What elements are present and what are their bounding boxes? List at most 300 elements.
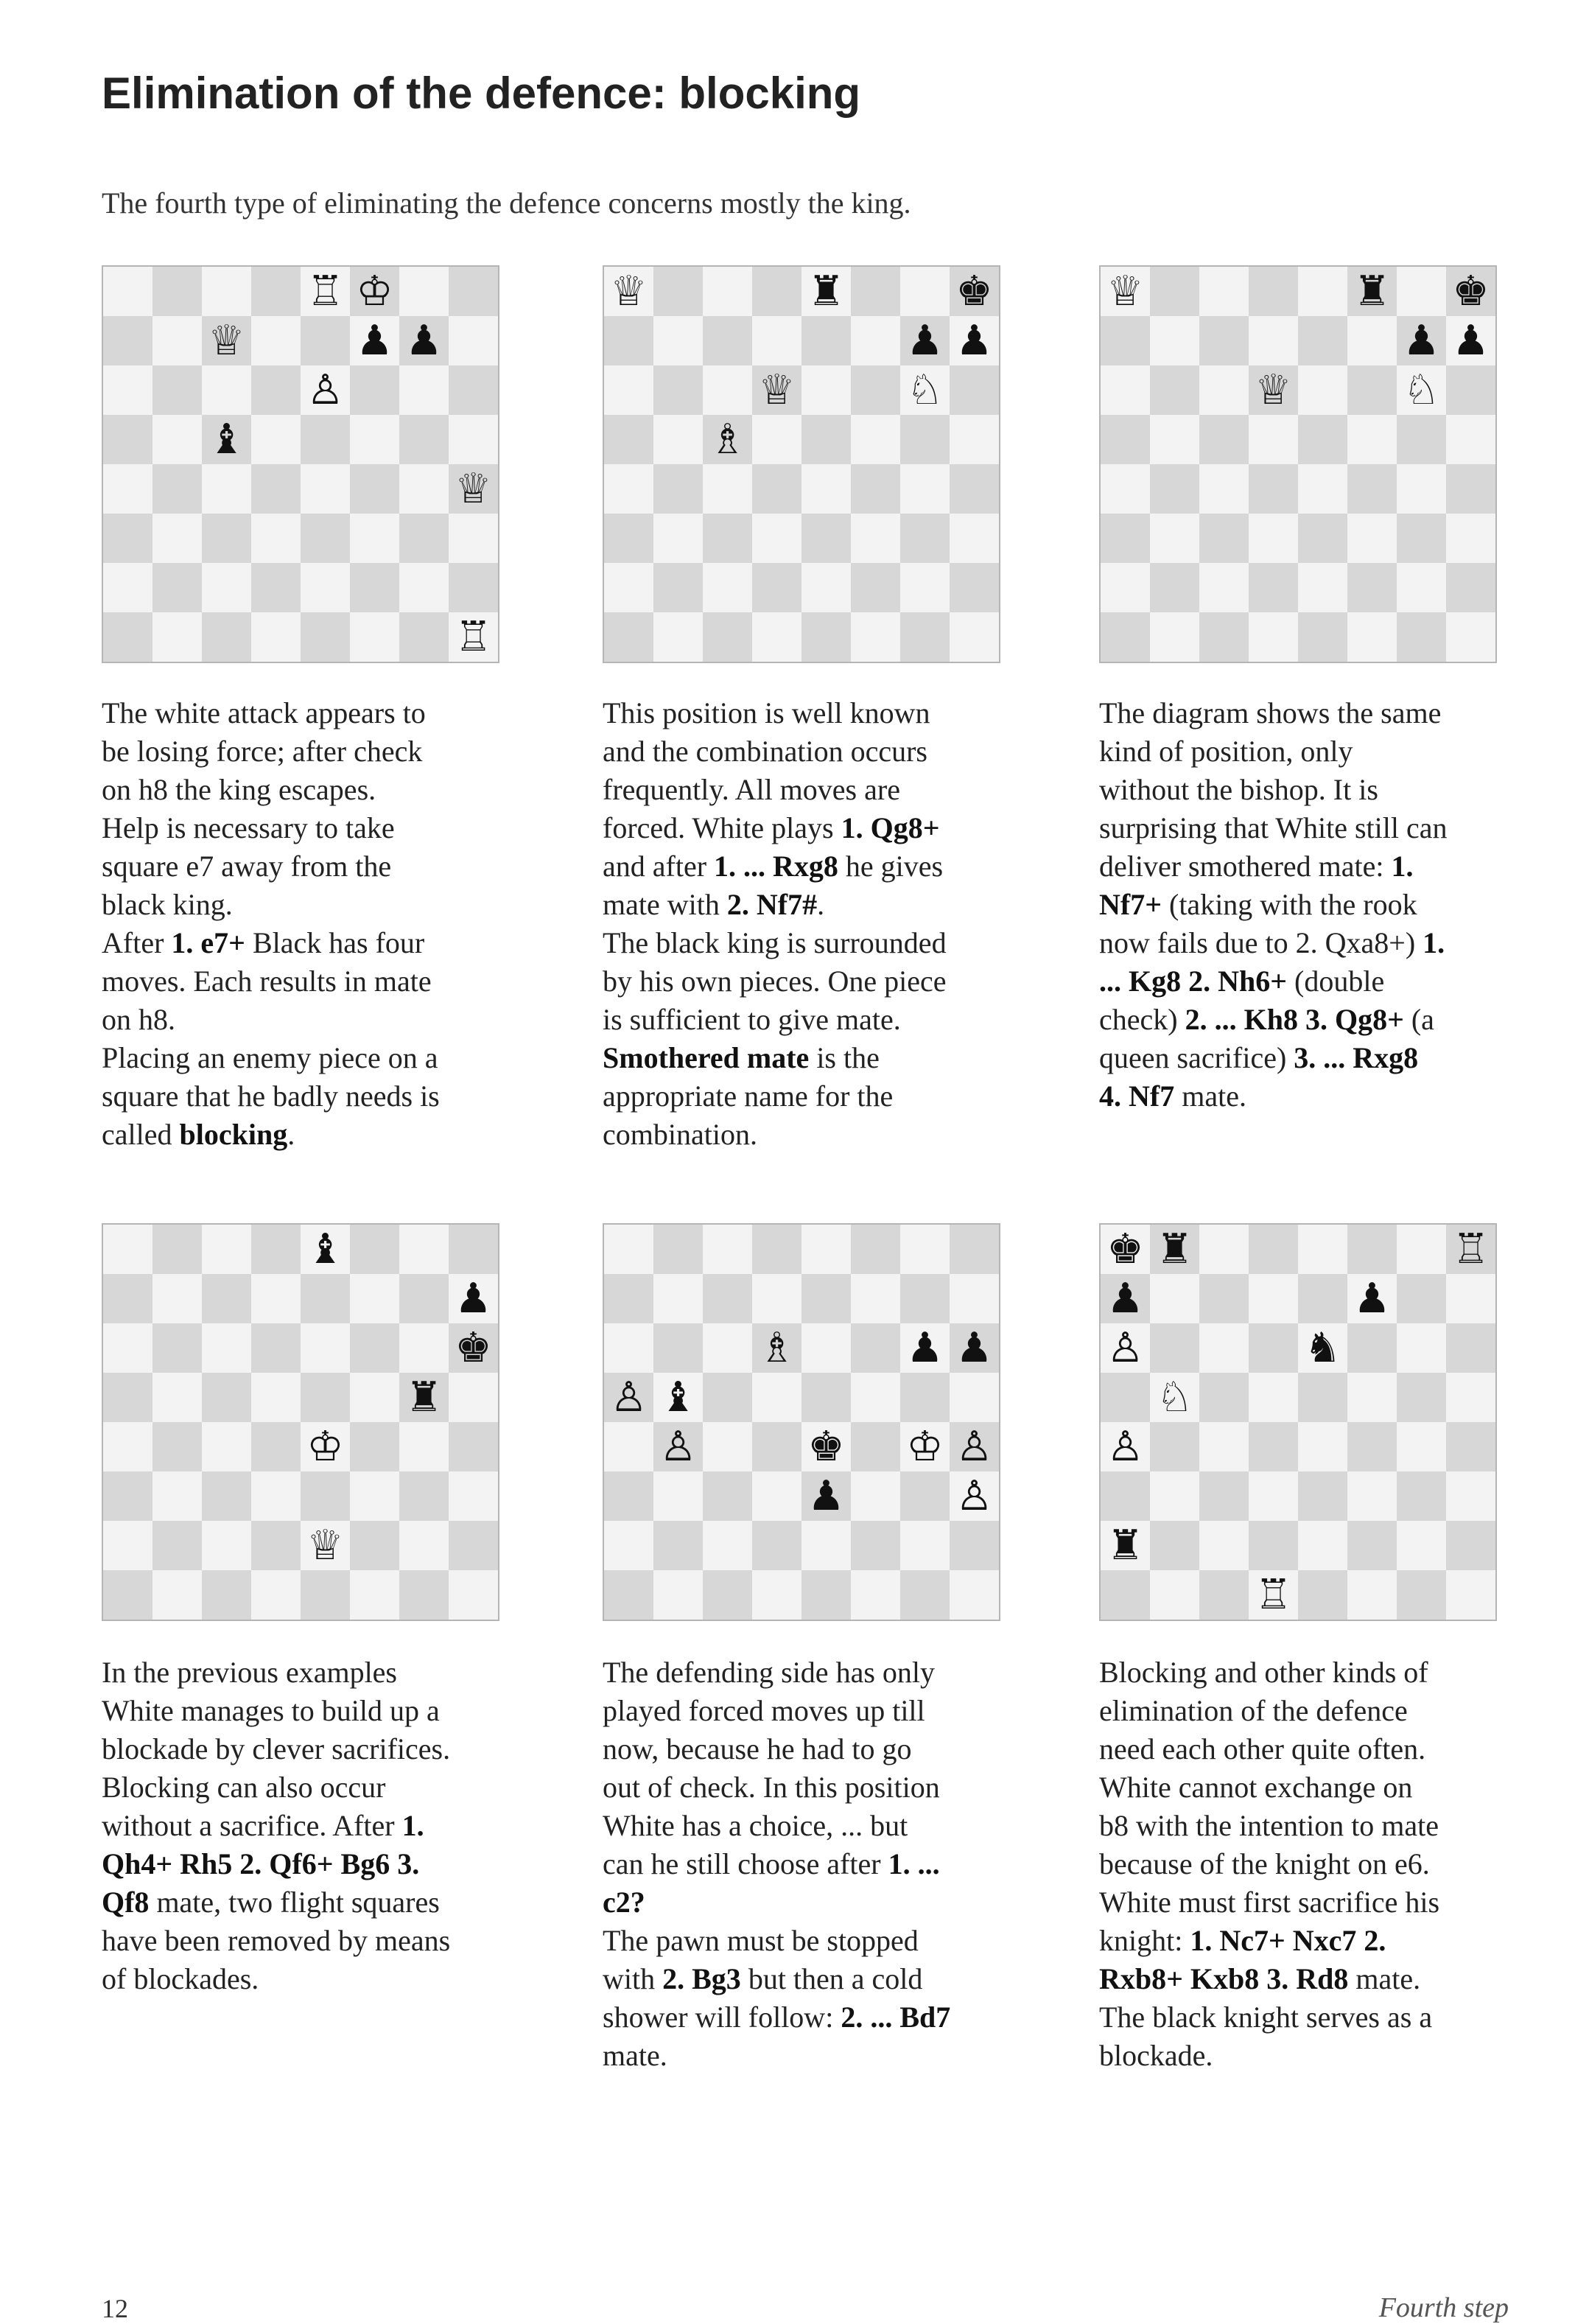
board-square xyxy=(449,1471,498,1521)
board-square xyxy=(152,612,202,662)
board-square xyxy=(350,612,399,662)
caption-text: Black has four xyxy=(245,926,425,959)
board-square xyxy=(950,1373,999,1422)
board-square xyxy=(1199,1323,1249,1373)
board-square xyxy=(703,316,752,365)
board-square xyxy=(851,1422,900,1471)
caption-line xyxy=(603,809,1015,847)
board-square xyxy=(1397,514,1446,563)
board-square xyxy=(950,415,999,464)
caption-text: queen sacrifice) xyxy=(1099,1041,1294,1074)
white-queen-icon: ♕ xyxy=(208,317,245,365)
caption-text: have been removed by means xyxy=(102,1924,451,1957)
board-square xyxy=(1199,316,1249,365)
board-square xyxy=(1150,267,1199,316)
black-pawn-icon: ♟ xyxy=(906,1324,944,1372)
board-square xyxy=(801,316,851,365)
move-notation: blocking xyxy=(179,1118,288,1151)
board-square xyxy=(1101,612,1150,662)
board-square xyxy=(202,1471,251,1521)
caption-text: . xyxy=(287,1118,295,1151)
caption-line xyxy=(102,886,514,924)
board-square xyxy=(152,464,202,514)
caption-text: knight: xyxy=(1099,1924,1190,1957)
white-king-icon: ♔ xyxy=(306,1423,344,1471)
board-square xyxy=(851,415,900,464)
caption-text: and after xyxy=(603,850,715,883)
caption-text: mate, two flight squares xyxy=(149,1886,440,1919)
board-square xyxy=(604,316,653,365)
board-square xyxy=(801,1373,851,1422)
caption-text: b8 with the intention to mate xyxy=(1099,1809,1439,1842)
board-square xyxy=(1446,365,1495,415)
board-square xyxy=(752,563,801,612)
board-square xyxy=(1199,1521,1249,1570)
caption-line xyxy=(102,1692,514,1730)
board-square xyxy=(1101,365,1150,415)
board-square xyxy=(1446,1274,1495,1323)
board-square xyxy=(950,1521,999,1570)
board-square xyxy=(703,1422,752,1471)
board-square xyxy=(801,1323,851,1373)
board-square xyxy=(399,464,449,514)
board-square xyxy=(350,563,399,612)
black-bishop-icon: ♝ xyxy=(306,1225,344,1273)
board-square xyxy=(202,1521,251,1570)
board-square xyxy=(399,267,449,316)
caption-text: out of check. In this position xyxy=(603,1771,940,1804)
caption-line xyxy=(1099,1960,1512,1998)
caption-text: is the xyxy=(809,1041,880,1074)
board-square xyxy=(900,1373,950,1422)
move-notation: 1. ... xyxy=(888,1847,940,1880)
move-notation: c2? xyxy=(603,1886,645,1919)
board-square xyxy=(152,267,202,316)
board-square xyxy=(103,464,152,514)
black-rook-icon: ♜ xyxy=(405,1373,443,1421)
board-square xyxy=(752,1422,801,1471)
caption-line xyxy=(603,694,1015,732)
black-king-icon: ♚ xyxy=(955,267,993,315)
board-square xyxy=(103,1521,152,1570)
caption-text: with xyxy=(603,1962,663,1995)
board-square xyxy=(1150,1570,1199,1620)
board-square xyxy=(103,1422,152,1471)
board-square xyxy=(449,1225,498,1274)
board-square xyxy=(950,464,999,514)
board-square xyxy=(449,1521,498,1570)
board-square xyxy=(449,514,498,563)
board-square xyxy=(1199,1570,1249,1620)
white-pawn-icon: ♙ xyxy=(1106,1324,1144,1372)
board-square xyxy=(604,365,653,415)
caption-text: deliver smothered mate: xyxy=(1099,850,1392,883)
move-notation: ... Kg8 2. Nh6+ xyxy=(1099,965,1288,998)
black-pawn-icon: ♟ xyxy=(356,317,393,365)
board-square xyxy=(752,1274,801,1323)
caption-line xyxy=(1099,771,1512,809)
board-square xyxy=(1298,563,1347,612)
caption-line xyxy=(603,2037,1015,2075)
board-square xyxy=(1101,1471,1150,1521)
intro-text: The fourth type of eliminating the defence concerns mostly the king. xyxy=(102,186,911,220)
board-square xyxy=(152,1570,202,1620)
black-king-icon: ♚ xyxy=(807,1423,845,1471)
caption-line xyxy=(603,1807,1015,1845)
caption-line xyxy=(1099,1922,1512,1960)
board-square xyxy=(703,464,752,514)
board-square xyxy=(301,612,350,662)
board-square xyxy=(152,316,202,365)
board-square xyxy=(449,1422,498,1471)
black-rook-icon: ♜ xyxy=(1156,1225,1193,1273)
board-square xyxy=(301,464,350,514)
board-square xyxy=(103,1274,152,1323)
board-square xyxy=(449,267,498,316)
caption-line xyxy=(102,924,514,962)
board-square xyxy=(1249,563,1298,612)
board-square xyxy=(350,415,399,464)
board-square xyxy=(1249,267,1298,316)
board-square xyxy=(1249,1274,1298,1323)
board-square xyxy=(202,1570,251,1620)
board-square xyxy=(399,514,449,563)
board-square xyxy=(1150,415,1199,464)
board-square xyxy=(301,1471,350,1521)
move-notation: Qf8 xyxy=(102,1886,150,1919)
board-square xyxy=(350,1274,399,1323)
black-pawn-icon: ♟ xyxy=(455,1275,492,1323)
black-king-icon: ♚ xyxy=(1452,267,1490,315)
board-square xyxy=(900,514,950,563)
board-square xyxy=(152,365,202,415)
board-square xyxy=(653,1471,703,1521)
white-bishop-icon: ♗ xyxy=(709,416,746,463)
board-square xyxy=(703,1373,752,1422)
caption-line xyxy=(603,886,1015,924)
board-square xyxy=(1397,1225,1446,1274)
board-square xyxy=(851,1373,900,1422)
white-pawn-icon: ♙ xyxy=(659,1423,697,1471)
black-pawn-icon: ♟ xyxy=(955,317,993,365)
caption-text: The black knight serves as a xyxy=(1099,2001,1433,2034)
caption-line xyxy=(603,1730,1015,1768)
black-rook-icon: ♜ xyxy=(807,267,845,315)
board-square xyxy=(851,464,900,514)
board-square xyxy=(851,563,900,612)
board-square xyxy=(801,365,851,415)
board-square xyxy=(1298,1570,1347,1620)
caption-text: White cannot exchange on xyxy=(1099,1771,1413,1804)
caption-line xyxy=(1099,1807,1512,1845)
board-square xyxy=(1249,1521,1298,1570)
board-square xyxy=(1101,1570,1150,1620)
board-square xyxy=(152,1422,202,1471)
board-square xyxy=(851,316,900,365)
board-square xyxy=(604,514,653,563)
board-square xyxy=(801,563,851,612)
board-square xyxy=(1298,316,1347,365)
board-square xyxy=(399,1521,449,1570)
board-square xyxy=(202,563,251,612)
black-pawn-icon: ♟ xyxy=(405,317,443,365)
caption-line xyxy=(1099,2037,1512,2075)
board-square xyxy=(103,1570,152,1620)
white-pawn-icon: ♙ xyxy=(955,1472,993,1520)
caption-line xyxy=(1099,1998,1512,2037)
caption-line xyxy=(102,694,514,732)
caption-text: Blocking can also occur xyxy=(102,1771,386,1804)
caption-text: The defending side has only xyxy=(603,1656,935,1689)
board-square xyxy=(1347,612,1397,662)
board-square xyxy=(900,1521,950,1570)
board-square xyxy=(752,1471,801,1521)
board-square xyxy=(900,1570,950,1620)
board-square xyxy=(399,1274,449,1323)
caption-line xyxy=(1099,924,1512,962)
chess-diagram-6 xyxy=(1099,1223,1497,1621)
move-notation: 3. ... Rxg8 xyxy=(1294,1041,1419,1074)
board-square xyxy=(301,316,350,365)
caption-line xyxy=(102,732,514,771)
board-square xyxy=(1347,365,1397,415)
board-square xyxy=(350,1373,399,1422)
board-square xyxy=(1298,1373,1347,1422)
move-notation: Rxb8+ Kxb8 3. Rd8 xyxy=(1099,1962,1349,1995)
white-bishop-icon: ♗ xyxy=(758,1324,796,1372)
board-square xyxy=(653,464,703,514)
board-square xyxy=(851,1274,900,1323)
board-square xyxy=(604,1422,653,1471)
board-square xyxy=(801,514,851,563)
caption-line xyxy=(603,1998,1015,2037)
black-pawn-icon: ♟ xyxy=(906,317,944,365)
board-square xyxy=(251,1274,301,1323)
board-square xyxy=(399,1422,449,1471)
board-square xyxy=(449,365,498,415)
move-notation: 1. ... Rxg8 xyxy=(714,850,838,883)
board-square xyxy=(801,1225,851,1274)
board-square xyxy=(399,1570,449,1620)
board-square xyxy=(1298,514,1347,563)
board-square xyxy=(1446,514,1495,563)
board-square xyxy=(851,1323,900,1373)
caption-line xyxy=(1099,694,1512,732)
board-square xyxy=(350,514,399,563)
caption-text: but then a cold xyxy=(740,1962,923,1995)
board-square xyxy=(202,1274,251,1323)
board-square xyxy=(950,563,999,612)
board-square xyxy=(950,612,999,662)
board-square xyxy=(703,1274,752,1323)
board-square xyxy=(1150,316,1199,365)
move-notation: 2. Bg3 xyxy=(662,1962,741,1995)
board-square xyxy=(851,1471,900,1521)
caption-text: square that he badly needs is xyxy=(102,1079,440,1113)
black-king-icon: ♚ xyxy=(1106,1225,1144,1273)
board-square xyxy=(604,1323,653,1373)
board-square xyxy=(103,1225,152,1274)
black-king-icon: ♚ xyxy=(455,1324,492,1372)
board-square xyxy=(449,1373,498,1422)
caption-line xyxy=(603,732,1015,771)
white-queen-icon: ♕ xyxy=(306,1522,344,1569)
caption-text: of blockades. xyxy=(102,1962,259,1995)
board-square xyxy=(1446,1422,1495,1471)
white-rook-icon: ♖ xyxy=(1255,1571,1292,1619)
board-square xyxy=(202,1225,251,1274)
board-square xyxy=(1249,1323,1298,1373)
board-square xyxy=(1199,267,1249,316)
board-square xyxy=(202,1373,251,1422)
board-square xyxy=(399,365,449,415)
board-square xyxy=(152,1471,202,1521)
board-square xyxy=(950,1570,999,1620)
board-square xyxy=(1298,1471,1347,1521)
caption-text: mate. xyxy=(1174,1079,1246,1113)
black-pawn-icon: ♟ xyxy=(1106,1275,1144,1323)
board-square xyxy=(1347,1570,1397,1620)
board-square xyxy=(604,1521,653,1570)
board-square xyxy=(1347,563,1397,612)
caption-text: by his own pieces. One piece xyxy=(603,965,947,998)
board-square xyxy=(251,267,301,316)
board-square xyxy=(752,316,801,365)
move-notation: 2. ... Bd7 xyxy=(841,2001,951,2034)
caption-text: on h8. xyxy=(102,1003,175,1036)
board-square xyxy=(350,1323,399,1373)
board-square xyxy=(1199,563,1249,612)
move-notation: 4. Nf7 xyxy=(1099,1079,1175,1113)
caption-text: surprising that White still can xyxy=(1099,811,1448,844)
board-square xyxy=(1397,464,1446,514)
white-pawn-icon: ♙ xyxy=(1106,1423,1144,1471)
board-square xyxy=(1199,514,1249,563)
black-rook-icon: ♜ xyxy=(1106,1522,1144,1569)
board-square xyxy=(152,563,202,612)
board-square xyxy=(703,1471,752,1521)
board-square xyxy=(703,612,752,662)
board-square xyxy=(752,464,801,514)
board-square xyxy=(449,316,498,365)
caption-text: elimination of the defence xyxy=(1099,1694,1408,1727)
board-square xyxy=(1150,464,1199,514)
board-square xyxy=(251,1373,301,1422)
board-square xyxy=(604,1274,653,1323)
chess-diagram-5 xyxy=(603,1223,1000,1621)
caption-line xyxy=(102,847,514,886)
white-pawn-icon: ♙ xyxy=(955,1423,993,1471)
board-square xyxy=(152,415,202,464)
board-square xyxy=(1249,612,1298,662)
board-square xyxy=(801,1274,851,1323)
caption-4 xyxy=(102,1653,514,1998)
board-square xyxy=(1199,365,1249,415)
board-square xyxy=(752,267,801,316)
board-square xyxy=(103,1323,152,1373)
caption-line xyxy=(102,1116,514,1154)
caption-text: called xyxy=(102,1118,180,1151)
move-notation: Smothered mate xyxy=(603,1041,810,1074)
board-square xyxy=(301,1570,350,1620)
board-square xyxy=(851,267,900,316)
caption-line xyxy=(1099,962,1512,1001)
caption-line xyxy=(102,1039,514,1077)
caption-text: White must first sacrifice his xyxy=(1099,1886,1440,1919)
board-square xyxy=(900,1225,950,1274)
board-square xyxy=(1397,1521,1446,1570)
caption-text: combination. xyxy=(603,1118,757,1151)
board-square xyxy=(251,1570,301,1620)
white-knight-icon: ♘ xyxy=(1403,366,1440,414)
caption-text: is sufficient to give mate. xyxy=(603,1003,901,1036)
board-square xyxy=(1298,1225,1347,1274)
board-square xyxy=(851,514,900,563)
caption-text: White has a choice, ... but xyxy=(603,1809,908,1842)
board-square xyxy=(152,1274,202,1323)
caption-text: blockade. xyxy=(1099,2039,1213,2072)
board-square xyxy=(202,365,251,415)
black-knight-icon: ♞ xyxy=(1304,1324,1341,1372)
caption-line xyxy=(603,924,1015,962)
board-square xyxy=(653,1570,703,1620)
board-square xyxy=(900,1471,950,1521)
board-square xyxy=(1150,1471,1199,1521)
board-square xyxy=(1446,1471,1495,1521)
board-square xyxy=(900,612,950,662)
board-square xyxy=(1446,1570,1495,1620)
caption-line xyxy=(1099,886,1512,924)
board-square xyxy=(1446,612,1495,662)
caption-line xyxy=(603,1001,1015,1039)
caption-line xyxy=(1099,1077,1512,1116)
board-square xyxy=(1446,1373,1495,1422)
caption-text: check) xyxy=(1099,1003,1185,1036)
board-square xyxy=(1150,563,1199,612)
board-square xyxy=(251,1225,301,1274)
caption-text: he gives xyxy=(838,850,944,883)
board-square xyxy=(1150,1274,1199,1323)
board-square xyxy=(851,365,900,415)
caption-text: The black king is surrounded xyxy=(603,926,947,959)
board-square xyxy=(399,415,449,464)
board-square xyxy=(950,1274,999,1323)
board-square xyxy=(1298,365,1347,415)
move-notation: Qh4+ Rh5 2. Qf6+ Bg6 3. xyxy=(102,1847,420,1880)
board-square xyxy=(950,365,999,415)
board-square xyxy=(900,415,950,464)
board-square xyxy=(152,514,202,563)
board-square xyxy=(703,563,752,612)
board-square xyxy=(1249,316,1298,365)
caption-text: Placing an enemy piece on a xyxy=(102,1041,438,1074)
board-square xyxy=(1101,464,1150,514)
caption-text: now fails due to 2. Qxa8+) xyxy=(1099,926,1423,959)
caption-line xyxy=(603,1922,1015,1960)
board-square xyxy=(1347,1471,1397,1521)
caption-line xyxy=(1099,1039,1512,1077)
board-square xyxy=(653,1225,703,1274)
board-square xyxy=(801,1570,851,1620)
caption-line xyxy=(102,1807,514,1845)
board-square xyxy=(1101,514,1150,563)
caption-line xyxy=(603,1653,1015,1692)
caption-line xyxy=(603,1039,1015,1077)
board-square xyxy=(604,1225,653,1274)
board-square xyxy=(752,514,801,563)
caption-text: shower will follow: xyxy=(603,2001,841,2034)
board-square xyxy=(703,1225,752,1274)
